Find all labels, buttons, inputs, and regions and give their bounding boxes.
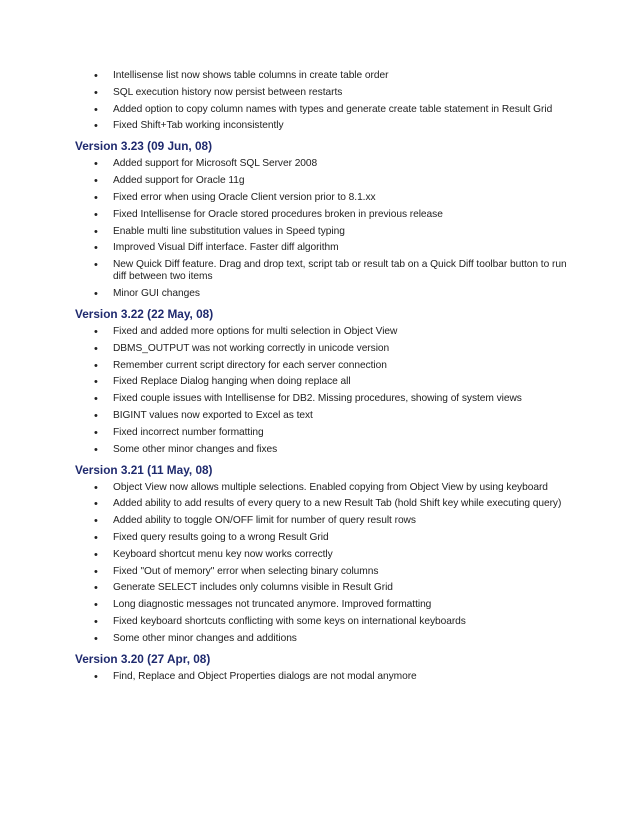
version-heading-3-23: Version 3.23 (09 Jun, 08) — [75, 139, 213, 154]
list-item: • Fixed couple issues with Intellisense for DB2. Missing procedures, showing of system views — [94, 393, 578, 405]
list-item: • SQL execution history now persist between restarts — [94, 87, 578, 99]
list-item: • Fixed and added more options for multi selection in Object View — [94, 326, 578, 338]
list-item: • Fixed query results going to a wrong Result Grid — [94, 532, 578, 544]
version-3-21-change-list — [75, 482, 578, 645]
version-3-23-change-list — [75, 158, 578, 300]
list-item: • Remember current script directory for each server connection — [94, 360, 578, 372]
version-3-20-change-list — [75, 671, 578, 683]
list-item: • Find, Replace and Object Properties dialogs are not modal anymore — [94, 671, 578, 683]
list-item: • Keyboard shortcut menu key now works correctly — [94, 549, 578, 561]
list-item: • Fixed Replace Dialog hanging when doing replace all — [94, 376, 578, 388]
list-item: • Some other minor changes and additions — [94, 633, 578, 645]
list-item: • Some other minor changes and fixes — [94, 444, 578, 456]
list-item: • DBMS_OUTPUT was not working correctly in unicode version — [94, 343, 578, 355]
list-item: • Fixed error when using Oracle Client version prior to 8.1.xx — [94, 192, 578, 204]
list-item: • Improved Visual Diff interface. Faster diff algorithm — [94, 242, 578, 254]
list-item: • Generate SELECT includes only columns visible in Result Grid — [94, 582, 578, 594]
version-3-22-change-list — [75, 326, 578, 456]
list-item: • Added support for Oracle 11g — [94, 175, 578, 187]
list-item: • Fixed incorrect number formatting — [94, 427, 578, 439]
intro-change-list — [75, 70, 578, 132]
list-item: • Long diagnostic messages not truncated anymore. Improved formatting — [94, 599, 578, 611]
list-item: • Added ability to toggle ON/OFF limit for number of query result rows — [94, 515, 578, 527]
list-item: • BIGINT values now exported to Excel as text — [94, 410, 578, 422]
version-heading-3-20: Version 3.20 (27 Apr, 08) — [75, 651, 211, 666]
list-item: • Added support for Microsoft SQL Server 2008 — [94, 158, 578, 170]
list-item: • Added ability to add results of every query to a new Result Tab (hold Shift key while executing query) — [94, 498, 578, 510]
list-item: • Fixed Intellisense for Oracle stored procedures broken in previous release — [94, 209, 578, 221]
version-heading-3-21: Version 3.21 (11 May, 08) — [75, 462, 213, 477]
list-item: • Object View now allows multiple selections. Enabled copying from Object View by using keyboard — [94, 482, 578, 494]
version-heading-3-22: Version 3.22 (22 May, 08) — [75, 306, 214, 321]
list-item: • New Quick Diff feature. Drag and drop text, script tab or result tab on a Quick Diff toolbar button to run diff between two items — [94, 259, 578, 283]
list-item: • Fixed "Out of memory" error when selecting binary columns — [94, 566, 578, 578]
list-item: • Fixed keyboard shortcuts conflicting with some keys on international keyboards — [94, 616, 578, 628]
list-item: • Intellisense list now shows table columns in create table order — [94, 70, 578, 82]
list-item: • Fixed Shift+Tab working inconsistently — [94, 120, 578, 132]
list-item: • Added option to copy column names with types and generate create table statement in Result Grid — [94, 104, 578, 116]
list-item: • Enable multi line substitution values in Speed typing — [94, 226, 578, 238]
list-item: • Minor GUI changes — [94, 288, 578, 300]
